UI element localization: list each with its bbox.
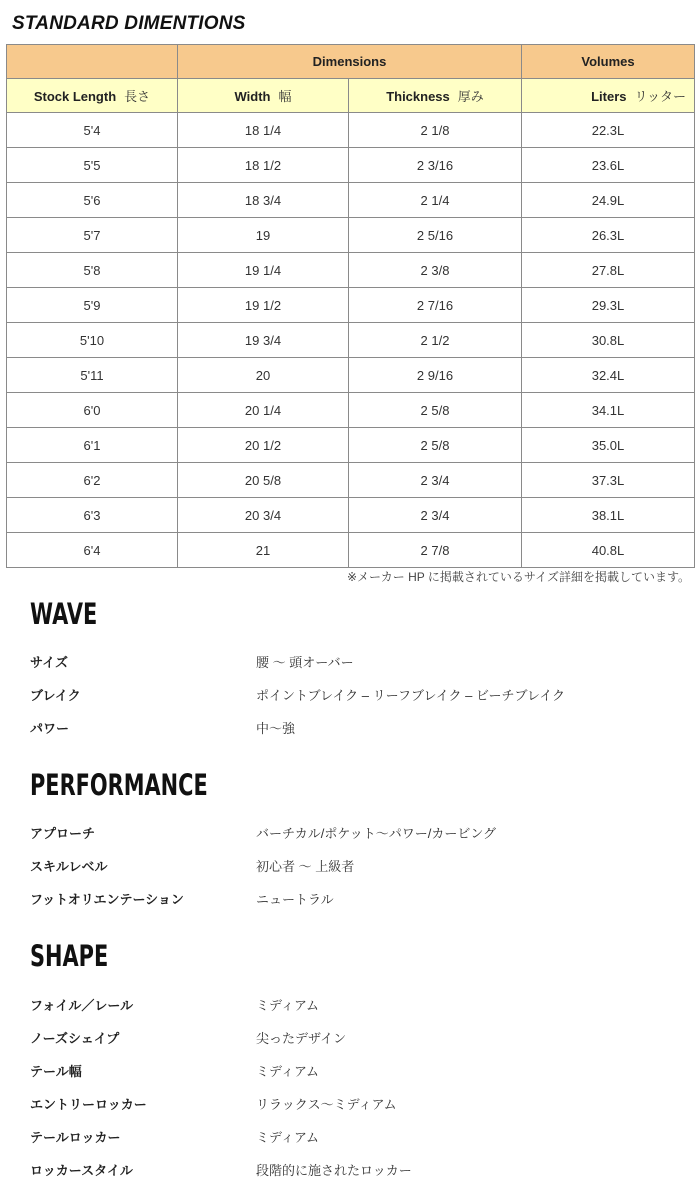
cell-liters: 24.9L [522, 183, 695, 218]
spec-row [30, 652, 670, 674]
cell-width: 19 3/4 [178, 323, 349, 358]
spec-row [30, 1028, 670, 1050]
cell-length: 5'6 [7, 183, 178, 218]
cell-liters: 34.1L [522, 393, 695, 428]
cell-width: 20 3/4 [178, 498, 349, 533]
cell-liters: 30.8L [522, 323, 695, 358]
cell-length: 6'3 [7, 498, 178, 533]
cell-length: 6'1 [7, 428, 178, 463]
spec-row [30, 1127, 670, 1149]
spec-row [30, 1061, 670, 1083]
table-row [7, 533, 695, 568]
spec-value: ニュートラル [256, 892, 334, 907]
cell-thickness: 2 1/8 [349, 113, 522, 148]
cell-thickness: 2 5/8 [349, 393, 522, 428]
cell-length: 5'11 [7, 358, 178, 393]
cell-thickness: 2 3/8 [349, 253, 522, 288]
cell-length: 5'10 [7, 323, 178, 358]
cell-liters: 26.3L [522, 218, 695, 253]
cell-thickness: 2 7/8 [349, 533, 522, 568]
column-header-width-label: Width [234, 89, 271, 104]
cell-thickness: 2 1/2 [349, 323, 522, 358]
column-header-thickness [349, 79, 522, 113]
table-column-header-row [7, 79, 695, 113]
cell-liters: 40.8L [522, 533, 695, 568]
cell-width: 20 1/4 [178, 393, 349, 428]
spec-row [30, 823, 670, 845]
cell-thickness: 2 1/4 [349, 183, 522, 218]
cell-thickness: 2 9/16 [349, 358, 522, 393]
spec-row [30, 1094, 670, 1116]
cell-liters: 22.3L [522, 113, 695, 148]
page-title: STANDARD DIMENTIONS [12, 13, 246, 34]
cell-width: 18 3/4 [178, 183, 349, 218]
spec-label: ノーズシェイプ [30, 1031, 120, 1046]
spec-row [30, 995, 670, 1017]
table-row [7, 113, 695, 148]
table-row [7, 393, 695, 428]
spec-value: 中〜強 [256, 721, 296, 736]
spec-label: パワー [30, 721, 70, 736]
column-header-liters-jp: リッター [634, 89, 686, 104]
spec-row [30, 889, 670, 911]
column-header-width [178, 79, 349, 113]
cell-length: 5'5 [7, 148, 178, 183]
cell-thickness: 2 5/8 [349, 428, 522, 463]
column-header-thickness-jp: 厚み [457, 89, 484, 104]
table-row [7, 428, 695, 463]
spec-row [30, 718, 670, 740]
cell-thickness: 2 3/4 [349, 498, 522, 533]
cell-liters: 29.3L [522, 288, 695, 323]
table-row [7, 498, 695, 533]
spec-row [30, 1160, 670, 1182]
column-header-liters-label: Liters [591, 89, 627, 104]
spec-label: フォイル／レール [30, 998, 134, 1013]
cell-liters: 23.6L [522, 148, 695, 183]
spec-row [30, 685, 670, 707]
cell-thickness: 2 3/16 [349, 148, 522, 183]
section-heading-performance: PERFORMANCE [30, 768, 208, 802]
cell-liters: 38.1L [522, 498, 695, 533]
column-header-length-jp: 長さ [124, 89, 151, 104]
cell-thickness: 2 7/16 [349, 288, 522, 323]
cell-length: 6'0 [7, 393, 178, 428]
spec-value: ミディアム [256, 998, 320, 1013]
table-row [7, 323, 695, 358]
cell-width: 20 1/2 [178, 428, 349, 463]
cell-width: 20 5/8 [178, 463, 349, 498]
cell-length: 5'9 [7, 288, 178, 323]
spec-value: ポイントブレイク – リーフブレイク – ビーチブレイク [256, 688, 566, 703]
spec-label: サイズ [30, 655, 68, 670]
cell-width: 18 1/4 [178, 113, 349, 148]
spec-value: 段階的に施されたロッカー [256, 1163, 412, 1178]
dimensions-table-body [7, 113, 695, 568]
column-header-liters [522, 79, 695, 113]
cell-width: 19 [178, 218, 349, 253]
spec-label: テール幅 [30, 1064, 82, 1079]
spec-value: バーチカル/ポケット〜パワー/カービング [256, 826, 497, 841]
group-header-volumes: Volumes [522, 45, 695, 79]
table-row [7, 148, 695, 183]
spec-value: リラックス〜ミディアム [256, 1097, 397, 1112]
dimensions-table [6, 44, 695, 568]
spec-label: ブレイク [30, 688, 81, 703]
section-heading-shape: SHAPE [30, 939, 109, 973]
spec-label: アプローチ [30, 826, 96, 841]
column-header-length-label: Stock Length [33, 89, 117, 104]
cell-width: 20 [178, 358, 349, 393]
table-row [7, 183, 695, 218]
table-row [7, 288, 695, 323]
group-header-dimensions: Dimensions [178, 45, 522, 79]
spec-label: ロッカースタイル [30, 1163, 133, 1178]
table-row [7, 218, 695, 253]
spec-value: ミディアム [256, 1064, 320, 1079]
cell-length: 6'2 [7, 463, 178, 498]
spec-row [30, 856, 670, 878]
group-header-empty [7, 45, 178, 79]
table-row [7, 253, 695, 288]
cell-width: 19 1/2 [178, 288, 349, 323]
spec-value: 腰 〜 頭オーバー [256, 655, 354, 670]
cell-thickness: 2 3/4 [349, 463, 522, 498]
table-row [7, 463, 695, 498]
column-header-thickness-label: Thickness [386, 89, 450, 104]
table-group-header-row [7, 45, 695, 79]
column-header-width-jp: 幅 [278, 89, 292, 104]
column-header-length [7, 79, 178, 113]
cell-width: 18 1/2 [178, 148, 349, 183]
cell-liters: 35.0L [522, 428, 695, 463]
cell-liters: 32.4L [522, 358, 695, 393]
cell-length: 5'4 [7, 113, 178, 148]
cell-length: 5'7 [7, 218, 178, 253]
cell-liters: 37.3L [522, 463, 695, 498]
cell-width: 21 [178, 533, 349, 568]
cell-thickness: 2 5/16 [349, 218, 522, 253]
spec-label: エントリーロッカー [30, 1097, 147, 1112]
spec-label: テールロッカー [30, 1130, 121, 1145]
spec-value: 尖ったデザイン [256, 1031, 347, 1046]
spec-label: フットオリエンテーション [30, 892, 184, 907]
table-row [7, 358, 695, 393]
cell-length: 5'8 [7, 253, 178, 288]
section-heading-wave: WAVE [30, 597, 98, 631]
spec-label: スキルレベル [30, 859, 108, 874]
cell-length: 6'4 [7, 533, 178, 568]
spec-value: ミディアム [256, 1130, 320, 1145]
cell-width: 19 1/4 [178, 253, 349, 288]
source-note: ※メーカー HP に掲載されているサイズ詳細を掲載しています。 [346, 570, 690, 584]
cell-liters: 27.8L [522, 253, 695, 288]
spec-value: 初心者 〜 上級者 [256, 859, 355, 874]
